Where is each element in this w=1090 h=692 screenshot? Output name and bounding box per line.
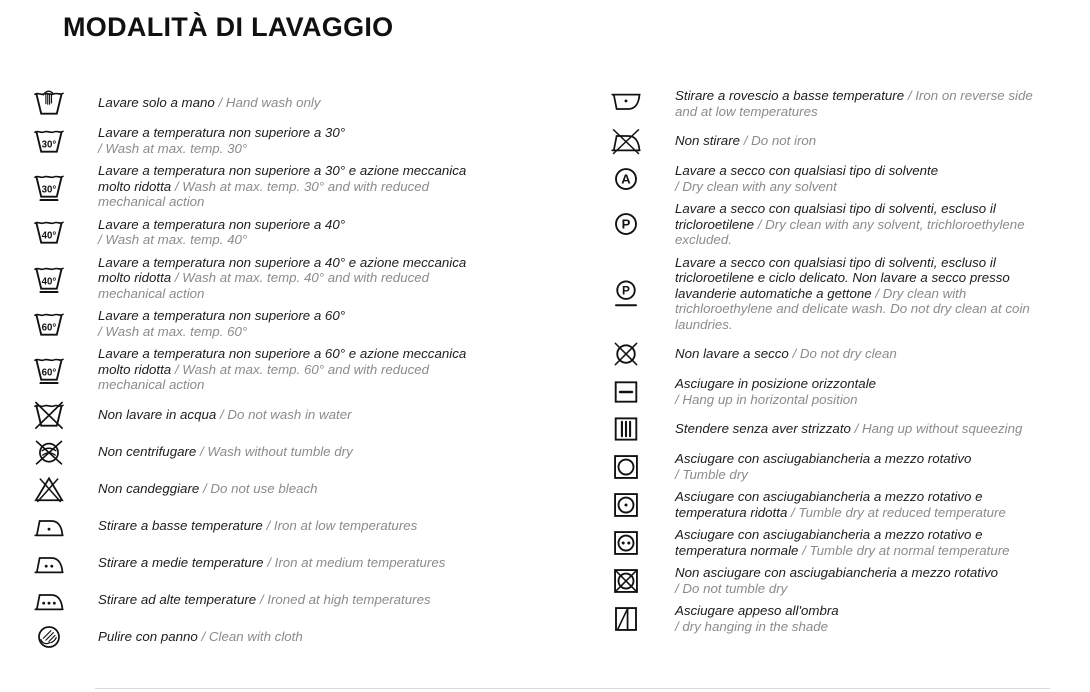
care-item-text [98, 555, 476, 571]
care-item-label-it: Non centrifugare [98, 443, 197, 459]
care-item-row [33, 511, 511, 541]
care-item-text [98, 592, 476, 608]
care-item-label-en: / Ironed at high temperatures [259, 591, 431, 607]
hand-wash-icon [33, 88, 98, 118]
care-item-label-it: Lavare a secco con qualsiasi tipo di solvente [675, 163, 939, 178]
care-item-row [33, 217, 511, 248]
care-item-label-it: Lavare a temperatura non superiore a 40° [98, 216, 346, 232]
care-item-row [33, 88, 511, 118]
clean-with-cloth-icon [33, 622, 98, 652]
care-item-text [98, 629, 476, 645]
tumble-dry-normal-icon [610, 528, 675, 558]
care-item-text [675, 421, 1047, 437]
wash-30-reduced-icon [33, 171, 98, 201]
iron-high-icon [33, 585, 98, 615]
care-item-label-en: / Wash at max. temp. 40° [98, 232, 248, 247]
care-item-row [610, 376, 1058, 407]
care-item-label-it: Non stirare [675, 133, 741, 149]
care-item-row [33, 125, 511, 156]
care-item-label-en: / Iron at low temperatures [266, 517, 418, 533]
svg-text:30°: 30° [41, 138, 57, 150]
no-iron-icon [610, 126, 675, 156]
care-item-text [675, 527, 1047, 558]
iron-medium-icon [33, 548, 98, 578]
care-item-row [33, 474, 511, 504]
care-item-label-en: / Hang up without squeezing [854, 421, 1023, 437]
care-item-row [33, 346, 511, 393]
care-item-label-en: / Dry clean with trichloroethylene and delicate wash. Do not dry clean at coin laundries. [675, 285, 1030, 332]
care-item-label-it: Stendere senza aver strizzato [675, 421, 851, 437]
care-item-text [98, 407, 476, 423]
tumble-dry-icon [610, 452, 675, 482]
care-item-label-it: Asciugare con asciugabiancheria a mezzo rotativo [675, 451, 972, 466]
care-item-label-en: / Do not wash in water [219, 406, 352, 422]
care-item-row [610, 451, 1058, 482]
care-item-label-en: / Wash at max. temp. 40° and with reduced mechanical action [98, 270, 430, 301]
care-item-label-en: / dry hanging in the shade [675, 618, 829, 634]
care-item-label-en: / Dry clean with any solvent, trichloroethylene excluded. [675, 216, 1025, 247]
care-item-text [98, 444, 476, 460]
care-item-row [610, 527, 1058, 558]
care-symbols-column-right [610, 88, 1058, 641]
care-item-label-en: / Do not tumble dry [675, 580, 788, 596]
care-item-text [675, 346, 1047, 362]
care-item-text [98, 163, 476, 210]
care-item-text [98, 346, 476, 393]
care-item-row [33, 585, 511, 615]
dry-clean-A-icon [610, 164, 675, 194]
care-item-row [33, 255, 511, 302]
care-item-row [610, 603, 1058, 634]
care-item-text [675, 451, 1047, 482]
care-item-label-en: / Hang up in horizontal position [675, 391, 858, 407]
care-item-text [98, 95, 476, 111]
care-item-text [98, 308, 476, 339]
wash-60-icon [33, 309, 98, 339]
dry-in-shade-icon [610, 604, 675, 634]
care-item-label-en: / Hand wash only [218, 95, 321, 111]
care-item-label-en: / Tumble dry at normal temperature [802, 542, 1010, 558]
care-item-text [98, 481, 476, 497]
care-item-text [675, 163, 1047, 194]
care-symbols-column-left [33, 88, 511, 659]
care-item-text [98, 125, 476, 156]
no-wash-icon [33, 400, 98, 430]
care-item-row [610, 163, 1058, 194]
care-item-label-it: Asciugare appeso all'ombra [675, 603, 839, 618]
care-item-label-en: / Iron on reverse side and at low temperatures [675, 88, 1033, 119]
care-item-text [98, 518, 476, 534]
drip-dry-icon [610, 414, 675, 444]
dry-clean-P-icon [610, 209, 675, 239]
care-item-label-it: Stirare ad alte temperature [98, 591, 257, 607]
care-item-label-it: Lavare a temperatura non superiore a 60° [98, 308, 346, 323]
care-item-text [675, 133, 1047, 149]
care-item-label-en: / Wash at max. temp. 30° [98, 140, 248, 156]
care-item-label-en: / Iron at medium temperatures [267, 554, 446, 570]
care-item-label-it: Lavare a temperatura non superiore a 30° [98, 125, 346, 140]
no-tumble-dry-icon [610, 566, 675, 596]
dry-flat-icon [610, 377, 675, 407]
care-item-text [675, 376, 1047, 407]
care-item-text [675, 255, 1047, 333]
care-item-label-en: / Do not dry clean [792, 346, 897, 362]
wash-30-icon [33, 126, 98, 156]
care-item-text [675, 201, 1047, 248]
care-item-label-en: / Wash at max. temp. 60° [98, 323, 248, 339]
iron-reverse-low-icon [610, 89, 675, 119]
care-item-text [98, 217, 476, 248]
care-item-row [610, 201, 1058, 248]
care-item-label-it: Lavare solo a mano [98, 95, 215, 111]
care-item-row [610, 414, 1058, 444]
care-item-label-it: Lavare a secco con qualsiasi tipo di solventi, escluso il tricloroetilene [675, 201, 996, 232]
care-item-row [610, 126, 1058, 156]
care-item-row [33, 308, 511, 339]
care-item-label-it: Asciugare con asciugabiancheria a mezzo rotativo e temperatura normale [675, 527, 983, 558]
care-item-label-en: / Do not use bleach [202, 480, 318, 496]
care-item-label-it: Lavare a temperatura non superiore a 30° e azione meccanica molto ridotta [98, 163, 467, 194]
wash-60-reduced-icon [33, 354, 98, 384]
bottom-divider [95, 688, 1050, 689]
wash-40-reduced-icon [33, 263, 98, 293]
svg-text:30°: 30° [41, 184, 57, 196]
care-item-row [33, 400, 511, 430]
care-item-label-it: Non lavare a secco [675, 346, 789, 362]
care-item-row [610, 255, 1058, 333]
care-item-row [33, 548, 511, 578]
care-item-label-it: Stirare a medie temperature [98, 554, 264, 570]
care-item-text [675, 603, 1047, 634]
iron-low-icon [33, 511, 98, 541]
care-item-label-it: Lavare a temperatura non superiore a 40° e azione meccanica molto ridotta [98, 254, 467, 285]
care-item-text [675, 565, 1047, 596]
care-item-label-en: / Wash at max. temp. 30° and with reduced mechanical action [98, 178, 430, 209]
care-item-label-en: / Wash at max. temp. 60° and with reduced mechanical action [98, 361, 430, 392]
care-item-row [610, 88, 1058, 119]
svg-text:60°: 60° [41, 367, 57, 379]
no-dry-clean-icon [610, 339, 675, 369]
care-item-label-en: / Tumble dry [675, 466, 748, 482]
care-item-row [33, 622, 511, 652]
care-item-label-it: Non candeggiare [98, 480, 200, 496]
dry-clean-P-delicate-icon [610, 278, 675, 308]
care-item-label-it: Stirare a basse temperature [98, 517, 263, 533]
care-item-label-it: Stirare a rovescio a basse temperature [675, 88, 905, 103]
page-title: MODALITÀ DI LAVAGGIO [63, 12, 394, 42]
svg-text:60°: 60° [41, 321, 57, 333]
svg-text:P: P [622, 283, 630, 298]
care-item-label-it: Lavare a secco con qualsiasi tipo di solventi, escluso il tricloroetilene e ciclo delicato. Non lavare a secco presso lavanderie automatiche a gettone [675, 254, 1010, 301]
no-wring-icon [33, 437, 98, 467]
care-item-label-it: Lavare a temperatura non superiore a 60° e azione meccanica molto ridotta [98, 346, 467, 377]
care-item-label-en: / Tumble dry at reduced temperature [791, 504, 1006, 520]
care-item-row [33, 163, 511, 210]
care-item-text [675, 489, 1047, 520]
svg-text:40°: 40° [41, 230, 57, 242]
care-item-label-en: / Wash without tumble dry [200, 443, 353, 459]
care-item-row [610, 489, 1058, 520]
care-item-row [610, 565, 1058, 596]
svg-text:40°: 40° [41, 276, 57, 287]
care-item-label-it: Pulire con panno [98, 628, 198, 644]
wash-40-icon [33, 217, 98, 247]
svg-text:A: A [621, 170, 631, 186]
care-item-label-en: / Dry clean with any solvent [675, 178, 837, 194]
care-item-text [98, 255, 476, 302]
no-bleach-icon [33, 474, 98, 504]
care-item-label-it: Asciugare in posizione orizzontale [675, 376, 877, 391]
care-item-label-it: Asciugare con asciugabiancheria a mezzo rotativo e temperatura ridotta [675, 489, 983, 520]
care-item-label-it: Non asciugare con asciugabiancheria a mezzo rotativo [675, 565, 999, 580]
care-item-row [610, 339, 1058, 369]
tumble-dry-low-icon [610, 490, 675, 520]
care-item-text [675, 88, 1047, 119]
care-item-label-en: / Clean with cloth [201, 628, 303, 644]
care-item-label-it: Non lavare in acqua [98, 406, 217, 422]
svg-text:P: P [621, 216, 631, 232]
care-item-label-en: / Do not iron [743, 133, 817, 149]
care-item-row [33, 437, 511, 467]
